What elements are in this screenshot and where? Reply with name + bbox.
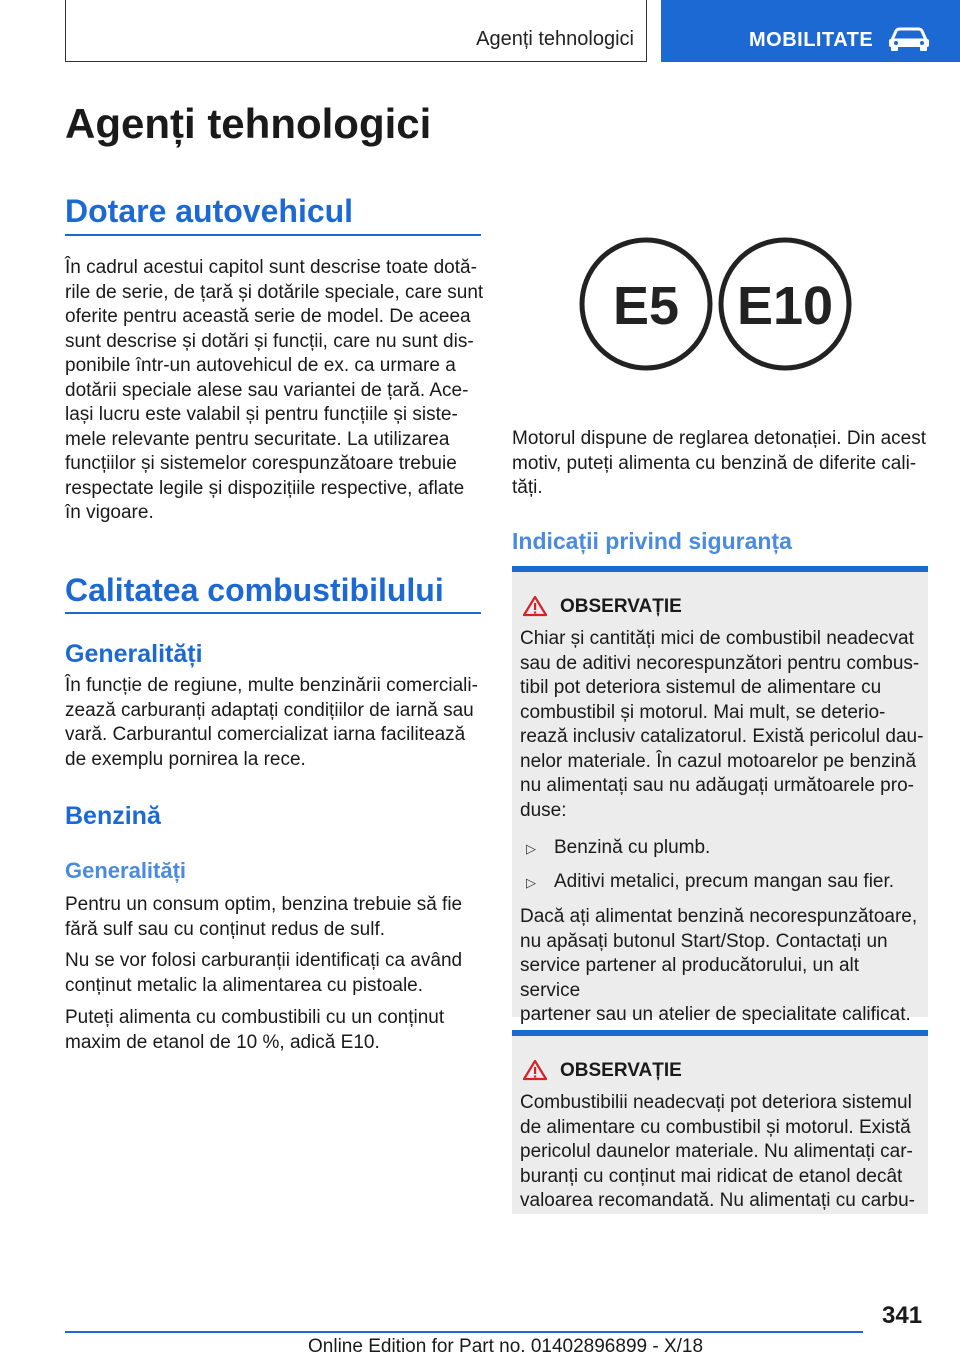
page-number: 341 — [882, 1302, 923, 1329]
dotare-text: În cadrul acestui capitol sunt descrise toate dotă- rile de serie, de țară și dotările speciale, care sunt oferite pentru această serie de model. De aceea sunt descrise și dotări și funcții, care nu sunt dis- ponibile într-un autovehicul de ex. ca urmare a dotării speciale alese sau variantei de țară. Ace- lași lucru este valabil și pentru funcțiile și siste- mele relevante pentru securitate. La utilizarea funcțiilor și sistemelor corespunzătoare trebuie respectate legile și dispozițiile respective, aflate în vigoare. — [65, 257, 484, 523]
benzina-p2: Nu se vor folosi carburanții identificați ca având conținut metalic la alimentarea cu pistoale. — [65, 950, 463, 996]
heading-indicatii: Indicații privind siguranța — [512, 528, 792, 554]
bullet-triangle-icon: ▷ — [526, 841, 536, 856]
warning-text: Combustibilii neadecvați pot deteriora sistemul de alimentare cu combustibil și motorul. Există pericolul daunelor materiale. Nu alimentați car- buranți cu conținut mai ridicat de etanol decât valoarea recomandată. Nu alimentați cu carbu- — [520, 1092, 915, 1211]
car-icon — [886, 27, 932, 51]
header-chapter-box — [65, 0, 647, 62]
footer-rule — [65, 1331, 863, 1333]
badge-e5 — [582, 240, 710, 368]
warning-text-after: Dacă ați alimentat benzină necorespunzătoare, nu apăsați butonul Start/Stop. Contactați un service partener al producătorului, un alt service partener sau un atelier de specialitate calificat. — [520, 906, 918, 1025]
header-section: MOBILITATE — [749, 29, 874, 51]
warning-box-2 — [512, 1030, 928, 1214]
heading-rule — [65, 234, 481, 236]
heading-calitatea: Calitatea combustibilului — [65, 572, 444, 608]
badge-e10-label: E10 — [736, 276, 834, 336]
header-section-tab[interactable] — [661, 0, 960, 62]
heading-dotare: Dotare autovehicul — [65, 193, 354, 229]
benzina-p3: Puteți alimenta cu combustibili cu un conținut maxim de etanol de 10 %, adică E10. — [65, 1007, 445, 1053]
warning-box-1 — [512, 566, 928, 1025]
warning-icon — [522, 595, 548, 617]
badge-e5-label: E5 — [612, 276, 680, 336]
heading-rule — [65, 612, 481, 614]
benzina-p1: Pentru un consum optim, benzina trebuie să fie fără sulf sau cu conținut redus de sulf. — [65, 894, 463, 940]
warning-icon — [522, 1059, 548, 1081]
list-item: ▷ Benzină cu plumb. — [526, 836, 710, 862]
fuel-badges-figure — [578, 236, 858, 372]
page-title: Agenți tehnologici — [65, 100, 432, 147]
heading-benzina-generalitati: Generalități — [65, 858, 187, 883]
bullet-triangle-icon: ▷ — [526, 875, 536, 890]
warning-text: Chiar și cantități mici de combustibil neadecvat sau de aditivi necorespunzători pentru combus- tibil pot deteriora sistemul de alimentare cu combustibil și motorul. Mai mult, se deterio- rează inclusiv catalizatorul. Există pericolul dau- nelor materiale. În cazul motoarelor pe benzină nu alimentați sau nu adăugați următoarele pro- duse: — [520, 628, 924, 821]
motor-text: Motorul dispune de reglarea detonației. Din acest motiv, puteți alimenta cu benzină de diferite cali- tăți. — [512, 428, 927, 498]
heading-generalitati: Generalități — [65, 640, 203, 668]
footer-edition: Online Edition for Part no. 01402896899 - X/18 — [308, 1336, 704, 1357]
heading-benzina: Benzină — [65, 802, 161, 830]
warning-title: OBSERVAȚIE — [560, 1060, 682, 1081]
warning-title: OBSERVAȚIE — [560, 596, 682, 617]
list-item: ▷ Aditivi metalici, precum mangan sau fier. — [526, 870, 894, 896]
header-chapter: Agenți tehnologici — [476, 28, 634, 50]
badge-e10 — [721, 240, 849, 368]
generalitati-text: În funcție de regiune, multe benzinării comerciali- zează carburanți adaptați condițiilor de iarnă sau vară. Carburantul comercializat iarna facilitează de exemplu pornirea la rece. — [65, 675, 478, 770]
